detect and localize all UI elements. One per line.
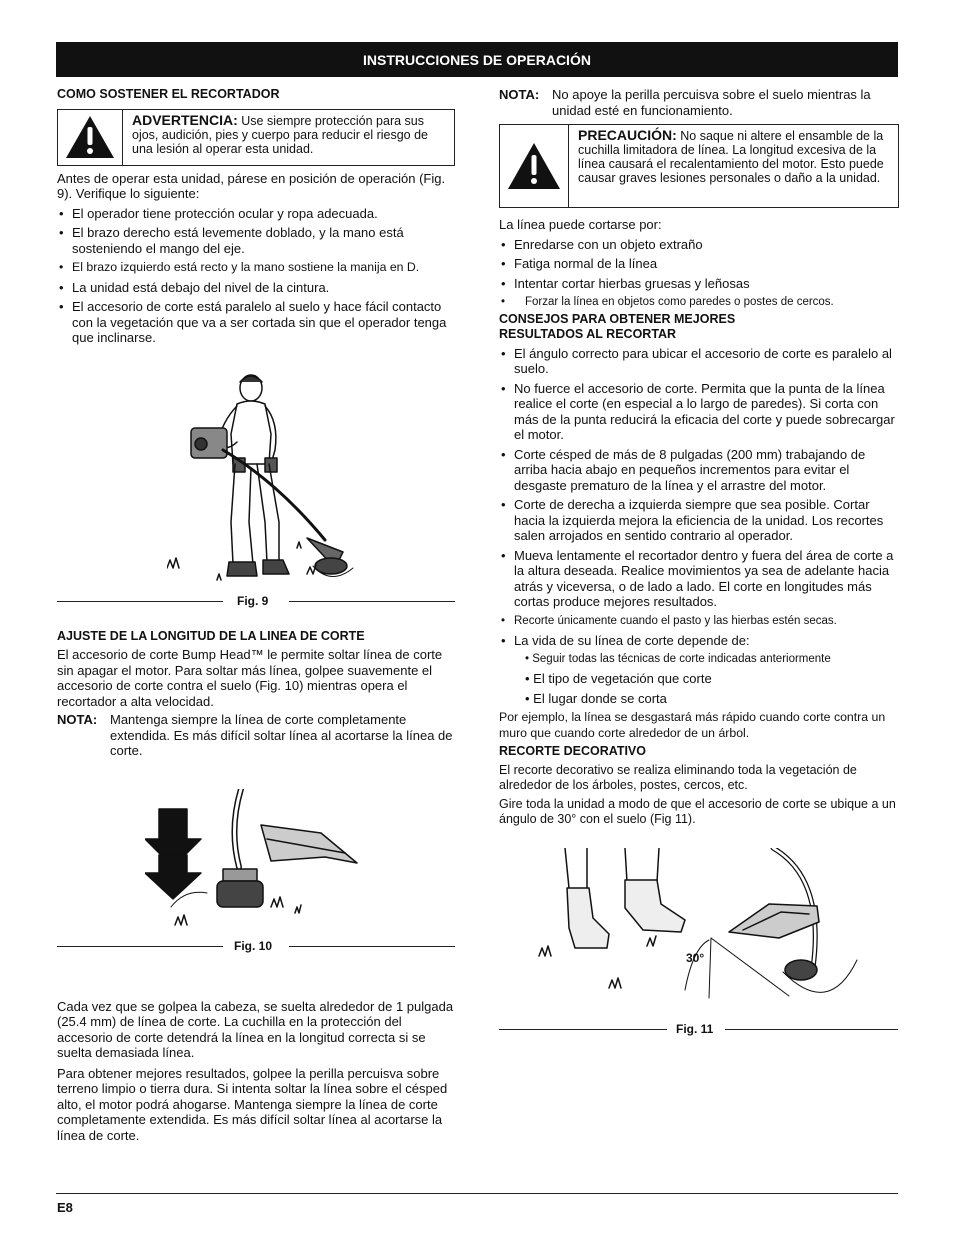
nota-1-text: Mantenga siempre la línea de corte completamente extendida. Es más difícil soltar línea al acortarse la línea de corte. xyxy=(110,712,453,758)
figure-10 xyxy=(57,759,455,964)
list-item: • Fatiga normal de la línea xyxy=(499,256,899,272)
tips-list xyxy=(499,346,899,649)
holding-heading: COMO SOSTENER EL RECORTADOR xyxy=(57,87,280,101)
line-adjust-text: El accesorio de corte Bump Head™ le permite soltar línea de corte sin apagar el motor. Para soltar más línea, golpee suavemente el accesorio de corte contra el suelo (Fig. 10) mientras opera el recortador a alta velocidad. xyxy=(57,647,443,709)
fig9-caption: Fig. 9 xyxy=(237,593,269,608)
caption-rule xyxy=(57,601,223,602)
caption-rule xyxy=(289,946,455,947)
fig11-caption: Fig. 11 xyxy=(676,1021,714,1036)
best-results-text: Para obtener mejores resultados, golpee la perilla percuisva sobre terreno limpio o tierra dura. Si intenta soltar la línea sobre el césped alto, el motor podrá ahogarse. Mantenga siempre la línea de corte completamente extendida. Es más difícil soltar línea al acortarse la línea de corte. xyxy=(57,1065,448,1143)
list-item: • Intentar cortar hierbas gruesas y leñosas xyxy=(499,276,899,292)
left-column xyxy=(57,87,455,1143)
caption-rule xyxy=(725,1029,898,1030)
operating-checklist xyxy=(57,206,455,346)
line-cut-intro: La línea puede cortarse por: xyxy=(499,217,662,232)
line-adjust-heading: AJUSTE DE LA LONGITUD DE LA LINEA DE CORTE xyxy=(57,628,365,643)
list-item: • Mueva lentamente el recortador dentro y fuera del área de corte a la altura deseada. Realice movimientos ya sea de adelante hacia atrás y viceversa, o de lado a lado. El corte en longitudes más cortas produce mejores resultados. xyxy=(499,548,899,610)
warning-icon xyxy=(58,110,123,165)
warning-label: ADVERTENCIA: xyxy=(132,111,238,128)
warning-text: Use siempre protección para sus ojos, audición, pies y cuerpo para reducir el riesgo de una lesión al operar esta unidad. xyxy=(132,113,429,156)
example-text: Por ejemplo, la línea se desgastará más rápido cuando corte contra un muro que cuando corte alrededor de un árbol. xyxy=(499,710,886,740)
warning-box xyxy=(57,109,455,166)
decorative-text: El recorte decorativo se realiza eliminando toda la vegetación de alrededor de los árboles, postes, cercos, etc. xyxy=(499,762,857,792)
list-item: • El brazo izquierdo está recto y la mano sostiene la manija en D. xyxy=(57,260,455,276)
decorative-heading: RECORTE DECORATIVO xyxy=(499,744,646,758)
figure-11 xyxy=(499,836,899,1036)
angle-label: 30° xyxy=(686,950,705,965)
right-column xyxy=(499,87,899,1036)
section-header xyxy=(56,42,898,77)
list-item: • El accesorio de corte está paralelo al suelo y hace fácil contacto con la vegetación que va a ser cortada sin que el operador tenga que inclinarse. xyxy=(57,299,455,346)
caution-text: No saque ni altere el ensamble de la cuchilla limitadora de línea. La longitud excesiva de la línea causará el recalentamiento del motor. Esto puede causar graves lesiones personales o daño a la unidad. xyxy=(578,129,884,185)
list-item: • El brazo derecho está levemente doblado, y la mano está sosteniendo el mango del eje. xyxy=(57,225,455,256)
tips-heading-line-1: CONSEJOS PARA OBTENER MEJORES xyxy=(499,311,736,326)
fig9-caption-row xyxy=(57,594,455,608)
life-factor: • Seguir todas las técnicas de corte indicadas anteriormente xyxy=(525,652,831,665)
nota-2-text: No apoye la perilla percuisva sobre el suelo mientras la unidad esté en funcionamiento. xyxy=(552,87,871,118)
caution-icon xyxy=(500,125,569,207)
tips-heading xyxy=(499,312,899,343)
nota-2 xyxy=(499,87,899,118)
list-item: • El operador tiene protección ocular y ropa adecuada. xyxy=(57,206,455,222)
list-item: • Corte de derecha a izquierda siempre que sea posible. Cortar hacia la izquierda mejora la eficiencia de la unidad. Los recortes salen arrojados en sentido contrario al operador. xyxy=(499,497,899,544)
list-item: • El ángulo correcto para ubicar el accesorio de corte es paralelo al suelo. xyxy=(499,346,899,377)
page-number: E8 xyxy=(57,1200,73,1215)
tips-heading-line-2: RESULTADOS AL RECORTAR xyxy=(499,327,677,341)
caption-rule xyxy=(499,1029,667,1030)
life-factors xyxy=(499,652,899,707)
list-item: • Enredarse con un objeto extraño xyxy=(499,237,899,253)
nota-2-label: NOTA: xyxy=(499,87,540,102)
warning-text-cell xyxy=(123,110,454,165)
line-cut-list xyxy=(499,237,899,311)
caution-box xyxy=(499,124,899,208)
life-factor: • El lugar donde se corta xyxy=(525,690,667,706)
list-item: • No fuerce el accesorio de corte. Permita que la punta de la línea realice el corte (en especial a lo largo de paredes). Si corta con más de la punta reducirá la eficacia del corte y puede sobrecargar el motor. xyxy=(499,381,899,443)
operator-illustration xyxy=(167,372,357,594)
fig10-caption: Fig. 10 xyxy=(234,938,273,953)
section-title: INSTRUCCIONES DE OPERACIÓN xyxy=(363,51,591,68)
footer-rule xyxy=(56,1193,898,1194)
operating-intro: Antes de operar esta unidad, párese en posición de operación (Fig. 9). Verifique lo siguiente: xyxy=(57,170,446,201)
fig10-caption-row xyxy=(57,939,455,953)
list-item: • Recorte únicamente cuando el pasto y las hierbas estén secas. xyxy=(499,614,899,630)
list-item: • La unidad está debajo del nivel de la cintura. xyxy=(57,280,455,296)
decorative-trim-illustration xyxy=(529,848,869,1008)
bump-text: Cada vez que se golpea la cabeza, se suelta alrededor de 1 pulgada (25.4 mm) de línea de corte. La cuchilla en la protección del accesorio de corte detendrá la línea en la longitud correcta si se suelta demasiada línea. xyxy=(57,998,454,1060)
caption-rule xyxy=(289,601,455,602)
list-item: • La vida de su línea de corte depende de: xyxy=(499,633,899,649)
caution-label: PRECAUCIÓN: xyxy=(578,127,677,143)
caption-rule xyxy=(57,946,223,947)
figure-9 xyxy=(57,346,455,614)
list-item: • Forzar la línea en objetos como paredes o postes de cercos. xyxy=(499,295,899,311)
caution-text-cell xyxy=(569,125,898,207)
angle-text: Gire toda la unidad a modo de que el accesorio de corte se ubique a un ángulo de 30° con el suelo (Fig 11). xyxy=(499,796,896,826)
nota-1-label: NOTA: xyxy=(57,712,98,727)
nota-1 xyxy=(57,712,455,759)
fig11-caption-row xyxy=(499,1022,899,1036)
life-factor: • El tipo de vegetación que corte xyxy=(525,671,712,686)
list-item: • Corte césped de más de 8 pulgadas (200 mm) trabajando de arriba hacia abajo en pequeños incrementos para evitar el desgaste prematuro de la línea y el arrastre del motor. xyxy=(499,447,899,494)
bump-head-illustration xyxy=(145,789,365,939)
